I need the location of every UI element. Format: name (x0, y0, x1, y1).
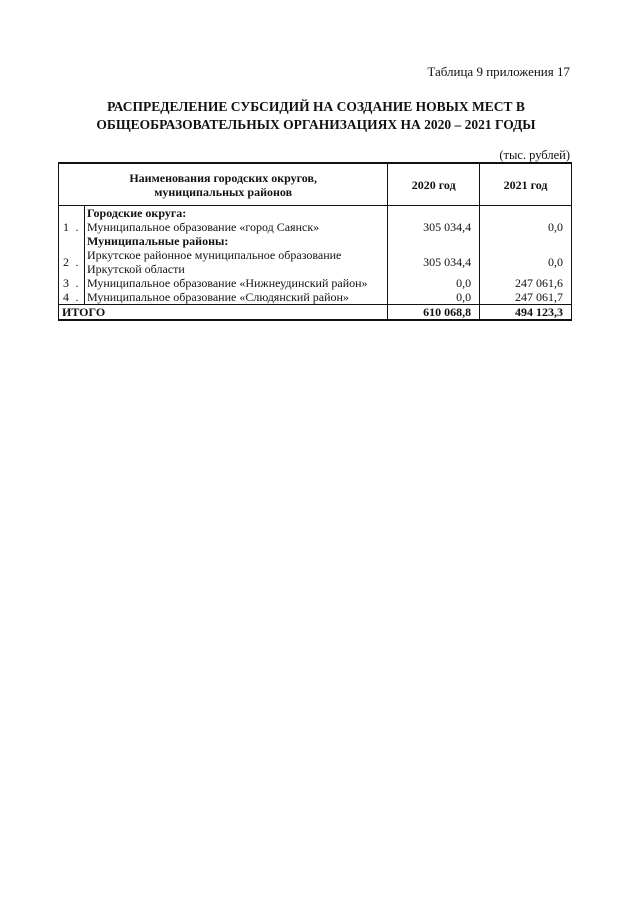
total-value-2020: 610 068,8 (388, 305, 480, 321)
row-name: Муниципальное образование «город Саянск» (86, 220, 320, 234)
row-number: 3 (59, 276, 75, 290)
table-row: 3 . Муниципальное образование «Нижнеудинский район» 0,0 247 061,6 (59, 276, 572, 290)
group-label-districts: Муниципальные районы: (86, 234, 229, 248)
row-number: 2 (59, 248, 75, 276)
group-label-urban: Городские округа: (86, 206, 187, 220)
header-name-line-2: муниципальных районов (154, 184, 293, 199)
row-value-2020: 305 034,4 (388, 248, 480, 276)
row-number: 1 (59, 220, 75, 234)
header-year-2020: 2020 год (388, 163, 480, 206)
subsidy-table (58, 162, 572, 321)
row-name (84, 248, 387, 276)
table-row: 2 . Иркутское районное муниципальное образование Иркутской области 305 034,4 0,0 (59, 248, 572, 276)
row-value-2020: 0,0 (388, 276, 480, 290)
row-value-2021: 247 061,6 (480, 276, 572, 290)
table-row: 1 . Муниципальное образование «город Саянск» 305 034,4 0,0 (59, 220, 572, 234)
row-name-line-2: Иркутской области (86, 262, 185, 276)
total-label: ИТОГО (59, 305, 388, 321)
row-value-2021: 0,0 (480, 248, 572, 276)
row-value-2020: 305 034,4 (388, 220, 480, 234)
row-name: Муниципальное образование «Нижнеудинский район» (86, 276, 368, 290)
table-row: 4 . Муниципальное образование «Слюдянский район» 0,0 247 061,7 (59, 290, 572, 305)
header-name (59, 163, 388, 206)
group-row-districts (59, 234, 572, 248)
row-number: 4 (59, 290, 75, 305)
group-row-urban (59, 206, 572, 221)
table-caption: Таблица 9 приложения 17 (427, 64, 570, 79)
document-title (60, 98, 572, 134)
title-line-1: РАСПРЕДЕЛЕНИЕ СУБСИДИЙ НА СОЗДАНИЕ НОВЫХ МЕСТ В (107, 99, 525, 114)
row-name: Муниципальное образование «Слюдянский район» (84, 290, 387, 305)
units-note: (тыс. рублей) (499, 148, 570, 162)
table-header-row (59, 163, 572, 206)
total-value-2021: 494 123,3 (480, 305, 572, 321)
total-row (59, 305, 572, 321)
row-value-2021: 247 061,7 (480, 290, 572, 305)
row-value-2021: 0,0 (480, 220, 572, 234)
row-name-line-1: Иркутское районное муниципальное образование (86, 248, 342, 262)
header-name-line-1: Наименования городских округов, (129, 170, 317, 185)
title-line-2: ОБЩЕОБРАЗОВАТЕЛЬНЫХ ОРГАНИЗАЦИЯХ НА 2020 – 2021 ГОДЫ (96, 117, 536, 132)
row-value-2020: 0,0 (388, 290, 480, 305)
header-year-2021: 2021 год (480, 163, 572, 206)
